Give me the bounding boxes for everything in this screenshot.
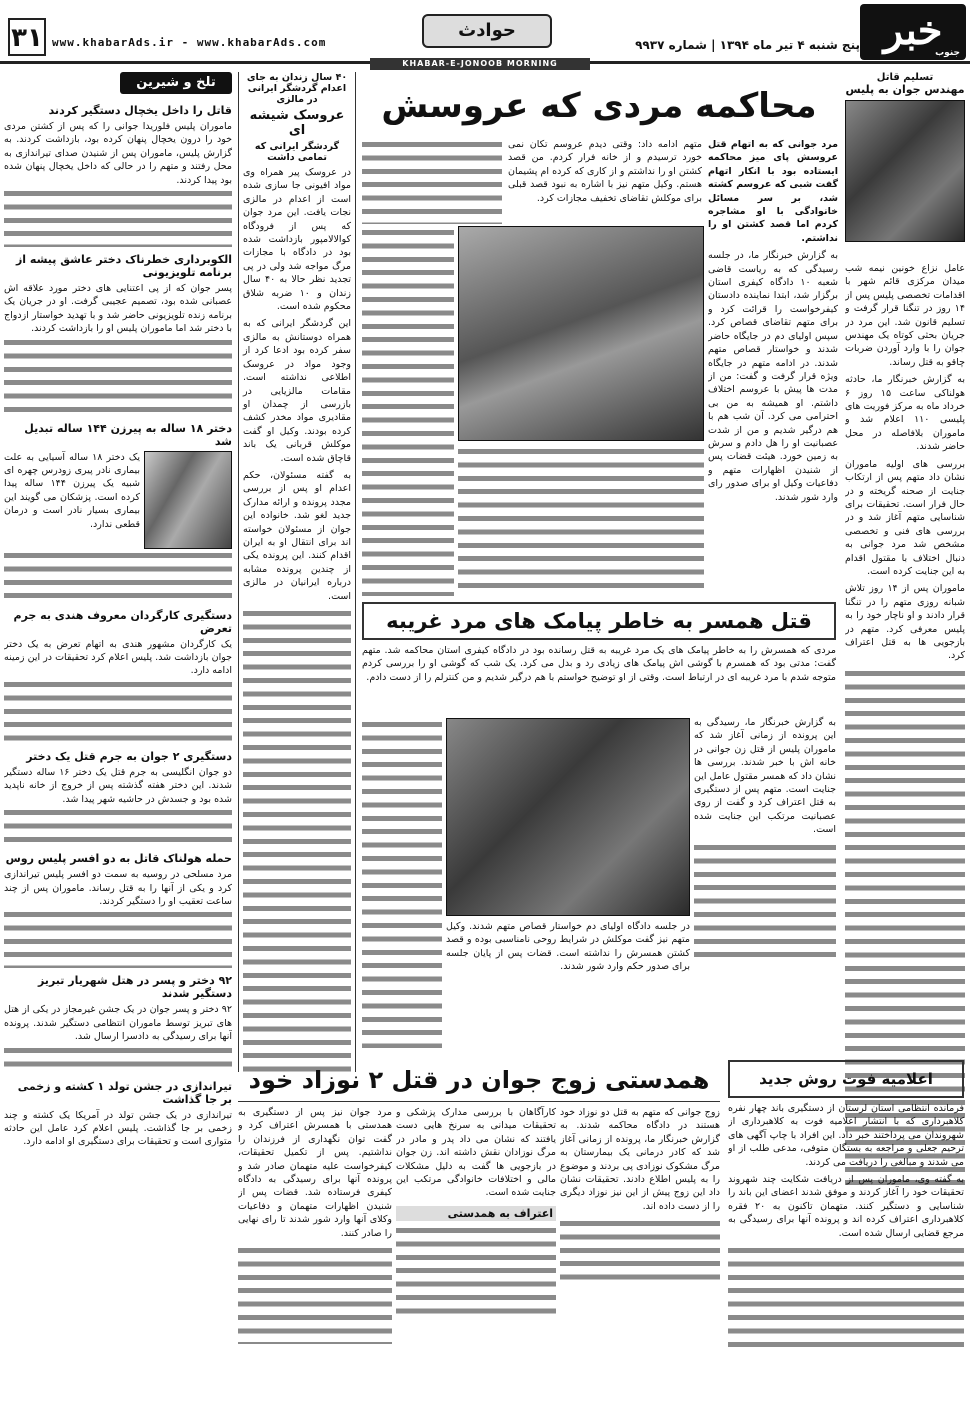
main-col-bottom [458,445,704,595]
right-column-head [845,72,965,262]
couple-fill [560,1217,720,1287]
court-photo [458,226,704,441]
left-item-title: قاتل را داخل یخچال دستگیر کردند [48,104,232,117]
sms-left-fill [362,718,442,1048]
left-item-text: یک کارگردان مشهور هندی به اتهام تعرض به یک دختر جوان بازداشت شد. پلیس اعلام کرد تحقیقات در این زمینه ادامه دارد. [4,638,232,677]
middle-body: در عروسک پیر همراه وی مواد افیونی جا سازی شده است از اعدام در مالزی نجات یافت. این مرد جوان که پس از فرودگاه کوالالامپور بازداشت شده بود در دادگاه با مجازات مرگ مواجه شد ولی در پی تجدید نظر حالا به ۴۰ سال زندان و ۱۰ ضربه شلاق محکوم شده است. [243,167,351,313]
main-col-1 [708,138,838,600]
fraud-fill [728,1244,964,1354]
sms-body-2: به گزارش خبرنگار ما، رسیدگی به این پرونده از زمانی آغاز شد که ماموران پلیس از قتل زن جوانی در خانه اش با خبر شدند. بررسی ها نشان داد که همسر مقتول عامل این جنایت است. متهم پس از دستگیری به قتل اعتراف کرد و گفت از روی عصبانیت مرتکب این جنایت شده است. [694,717,836,836]
sms-col-left [362,718,442,1048]
middle-headline: عروسک شیشه ای [249,108,345,138]
left-item-title: ۹۲ دختر و پسر در هتل شهریار تبریز دستگیر شدند [37,974,232,1001]
english-bar: KHABAR-E-JONOOB MORNING [370,58,590,70]
left-fill [4,187,232,247]
fraud-body: فرمانده انتظامی استان لرستان از دستگیری باند چهار نفره کلاهبرداری که با انتشار اعلامیه فوت به کلاهبرداری از شهروندان می پرداختند خبر داد. این افراد با چاپ آگهی های ترحیم جعلی و مراجعه به بستگان متوفی، مدعی طلب از او می شدند و مبالغی را دریافت می کردند. [728,1103,964,1168]
newspaper-logo: خبر جنوب [860,4,966,60]
left-fill [4,1044,232,1074]
sms-fill [694,841,836,961]
right-para-2: به گزارش خبرنگار ما، حادثه هولناکی ساعت ۱۵ روز ۶ خرداد ماه به مرکز فوریت های پلیسی ۱۱۰ اعلام شد و ماموران بلافاصله در محل حاضر شدند. [845,374,965,453]
left-fill [4,336,232,416]
sms-body: مردی که همسرش را به خاطر پیامک های یک مرد غریبه به قتل رسانده بود در دادگاه کیفری استان محاکمه شد. متهم گفت: مدتی بود که همسرم با گوشی اش پیامک های زیادی رد و بدل می کرد. یک شب که گوشی او را بررسی کردم متوجه شدم با مرد غریبه ای در ارتباط است. وقتی از او توضیح خواستم با هم درگیر شدیم و من کنترلم را از دست دادم. [362,645,836,683]
left-item-text: یک دختر ۱۸ ساله آسیایی به علت بیماری نادر پیری زودرس چهره ای شبیه یک پیرزن ۱۴۴ ساله پیدا کرده است. پزشکان می گویند این بیماری بسیار نادر است و درمان قطعی ندارد. [4,451,140,530]
fraud-text [728,1102,964,1420]
main-headline: محاکمه مردی که عروسش [381,86,817,126]
couple-fill [396,1224,556,1314]
main-body: به گزارش خبرنگار ما، در جلسه رسیدگی که به ریاست قاضی شعبه ۱۰ دادگاه کیفری استان برگزار شد، ابتدا نماینده دادستان کیفرخواست را قرائت کرد و برای متهم تقاضای قصاص کرد. سپس اولیای دم در جایگاه حاضر شدند و خواستار قصاص متهم شدند. در ادامه متهم در جایگاه ویژه قرار گرفت و گفت: من از مدت ها پیش با عروسم اختلاف داشتم. او همیشه به من بی احترامی می کرد. آن شب هم با هم درگیر شدیم و من از شدت عصبانیت او را هل دادم و سرش به زمین خورد. هیئت قضات پس از شنیدن اظهارات متهم و دفاعیات وکیل او برای صدور رای وارد شور شدند. [708,250,838,503]
couple-col-1 [560,1106,720,1420]
sms-col-right [694,716,836,1050]
left-fill [4,806,232,846]
right-para-4: ماموران پس از ۱۴ روز تلاش شبانه روزی متهم را در تنگنا قرار دادند و او ناچار خود را به پلیس معرفی کرد. متهم در بازجویی ها به قتل اعتراف کرد. [845,583,965,662]
main-bottom-fill [458,445,704,595]
left-item-text: تیراندازی در یک جشن تولد در آمریکا یک کشته و چند زخمی بر جا گذاشت. پلیس اعلام کرد عامل این حادثه متواری است و تحقیقات برای دستگیری او ادامه دارد. [4,1109,232,1148]
left-item-title: حمله هولناک قاتل به دو افسر پلیس روس [5,852,232,866]
couple-col-3 [238,1106,392,1420]
main-col-3-fill [362,138,502,224]
fraud-headline-box [728,1060,964,1098]
left-fill [4,549,232,603]
left-item-text: دو جوان انگلیسی به جرم قتل یک دختر ۱۶ ساله دستگیر شدند. این دختر هفته گذشته پس از خروج از خانه ناپدید شده بود و جسدش در حاشیه شهر پیدا شد. [4,766,232,805]
middle-kicker: ۴۰ سال زندان به جای اعدام گردشگر ایرانی در مالزی [246,72,348,105]
middle-body-2: این گردشگر ایرانی که به همراه دوستانش به مالزی سفر کرده بود ادعا کرد از وجود مواد در عروسک اطلاعی نداشته است. مقامات مالزیایی در بازرسی از چمدان او مقادیری مواد مخدر کشف کرده بودند. وکیل او گفت موکلش قربانی یک باند قاچاق شده است. [243,318,351,464]
main-col-3b-fill [362,226,454,596]
main-col-3b [362,226,454,596]
section-tab: حوادث [422,14,552,48]
left-fill [4,908,232,968]
right-title-2: مهندس جوان به پلیس [845,83,965,96]
left-item-title: دستگیری ۲ جوان به جرم قتل یک دختر [26,749,232,763]
main-col-3 [362,138,502,224]
left-item-text: پسر جوان که از پی اعتنایی های دختر مورد علاقه اش عصبانی شده بود، تصمیم عجیبی گرفت. او در جریان یک برنامه زنده تلویزیونی حاضر شد و با تهدید خواستار ازدواج با دختر شد اما ماموران پلیس او را بازداشت کردند. [4,283,232,335]
main-col-2 [508,138,702,224]
right-title-1: تسلیم قاتل [876,72,934,83]
issue-line: پنج شنبه ۴ تیر ماه ۱۳۹۴ | شماره ۹۹۳۷ [635,38,860,52]
left-item-text: ماموران پلیس فلوریدا جوانی را که پس از کشتن مردی خود را درون یخچال پنهان کرده بود، بازداشت کردند. به گزارش پلیس، ماموران پس از شنیدن صدای تیراندازی به محل رفتند و متهم را در حالی که داخل یخچال پنهان شده بود پیدا کردند. [4,121,232,186]
middle-body-3: به گفته مسئولان، حکم اعدام او پس از بررسی مجدد پرونده و ارائه مدارک جدید لغو شد. خانواده این جوان از مسئولان خواسته اند برای انتقال او به ایران اقدام کنند. این پرونده یکی از چندین پرونده مشابه درباره ایرانیان در مالزی است. [243,469,351,602]
suspect-photo [845,100,965,242]
left-item-text: مرد مسلحی در روسیه به سمت دو افسر پلیس تیراندازی کرد و یکی از آنها را به قتل رساند. ماموران پس از چند ساعت تعقیب او را دستگیر کردند. [4,869,232,907]
couple-body-3: مرد جوان نیز پس از دستگیری به همدستی با همسرش اعتراف کرد و گفت توان نگهداری از فرزندان را نداشتیم. پس از تکمیل تحقیقات، کیفرخواست علیه متهمان صادر شد و پرونده آنها برای رسیدگی به دادگاه کیفری فرستاده شد. قضات پس از شنیدن اظهارات متهمان و دفاعیات وکلای آنها وارد شور شدند تا رای نهایی را صادر کنند. [238,1107,392,1239]
left-item-text: ۹۲ دختر و پسر جوان در یک جشن غیرمجاز در یکی از هتل های تبریز توسط ماموران انتظامی دستگیر شدند. پرونده آنها برای رسیدگی به دادسرا ارسال شد. [4,1004,232,1043]
left-item-title: الکوبرداری خطرناک دختر عاشق پیشه از برنامه تلویزیونی [15,253,232,280]
left-column [4,98,232,1418]
fraud-headline: اعلامیه فوت روش جدید [759,1070,933,1088]
sms-photo [446,718,690,916]
page-number: ۳۱ [8,18,46,56]
couple-body-2: کارآگاهان با بررسی مدارک پزشکی و تحقیقات میدانی به سرنخ هایی دست یافتند که نشان می داد پدر و مادر در مرگ نوزادان نقش داشته اند. زن جوان در بازجویی ها گفت به دلیل مشکلات مالی و اختلافات خانوادگی مرتکب این جنایت شده است. [396,1107,556,1199]
left-fill [4,678,232,744]
sms-headline-box [362,602,836,640]
main-body-2: متهم ادامه داد: وقتی دیدم عروسم تکان نمی خورد ترسیدم و از خانه فرار کردم. من قصد کشتن او را نداشتم و از کاری که کرده ام پشیمان هستم. وکیل متهم نیز با اشاره به نبود قصد قبلی برای موکلش تقاضای تخفیف مجازات کرد. [508,139,702,204]
couple-body: زوج جوانی که متهم به قتل دو نوزاد خود هستند در دادگاه محاکمه شدند. به گزارش خبرنگار ما، پرونده از زمانی آغاز شد که کادر درمانی یک بیمارستان به مرگ مشکوک نوزادی پی بردند و موضوع را به پلیس اطلاع دادند. تحقیقات نشان داد این زوج پیش از این نیز نوزاد دیگری را از دست داده اند. [560,1107,720,1212]
couple-subhead: اعتراف به همدستی [396,1206,556,1221]
middle-fill [243,607,351,1072]
middle-column [238,72,356,1072]
left-banner: تلخ و شیرین [120,72,232,94]
couple-fill [238,1244,392,1344]
middle-subhead: گردشگر ایرانی که تمامی داشت [254,141,340,163]
sms-body-3: در جلسه دادگاه اولیای دم خواستار قصاص متهم شدند. وکیل متهم نیز گفت موکلش در شرایط روحی نامناسبی بوده و قصد کشتن همسرش را نداشته است. قضات پس از پایان جلسه برای صدور حکم وارد شور شدند. [446,921,690,973]
sms-headline: قتل همسر به خاطر پیامک های مرد غریبه [386,609,812,633]
left-item-title: تیراندازی در جشن تولد ۱ کشته و زخمی بر جا گذاشت [17,1079,232,1106]
couple-headline: همدستی زوج جوان در قتل ۲ نوزاد خود [238,1058,720,1102]
site-url[interactable]: www.khabarAds.ir - www.khabarAds.com [52,36,327,49]
sms-col-bottom [446,920,690,1048]
left-item-title: دختر ۱۸ ساله به پیرزن ۱۴۴ ساله تبدیل شد [24,421,232,448]
couple-col-2 [396,1106,556,1420]
fraud-body-2: به گفته وی، ماموران پس از دریافت شکایت چند شهروند تحقیقات خود را آغاز کردند و موفق شدند اعضای این باند را شناسایی و دستگیر کنند. متهمان تاکنون به ۲۰ فقره کلاهبرداری اعتراف کرده اند و پرونده آنها برای رسیدگی به مرجع قضایی ارسال شده است. [728,1174,964,1239]
right-para-1: عامل نزاع خونین نیمه شب میدان مرکزی قائم شهر با اقدامات تخصصی پلیس پس از ۱۴ روز در تنگنا قرار گرفت و تسلیم قانون شد. این مرد در جریان بحثی کوتاه یک مهندس جوان را با وارد آوردن ضربات چاقو به قتل رساند. [845,263,965,368]
right-para-3: بررسی های اولیه ماموران نشان داد متهم پس از ارتکاب جنایت از صحنه گریخته و در حال فرار است. تحقیقات برای شناسایی متهم آغاز شد و در بررسی های فنی و تخصصی مشخص شد مرد جوانی به دنبال اختلاف با مقتول اقدام به این جنایت کرده است. [845,458,965,577]
sms-top-text [362,644,836,714]
main-lead: مرد جوانی که به اتهام قتل عروسش پای میز محاکمه ایستاده بود با انکار اتهام گفت شبی که عروسم کشته شد، بر سر مسائل خانوادگی با او مشاجره کردم اما قصد کشتن او را نداشتم. [708,139,838,244]
girl-photo [144,451,232,549]
left-item-title: دستگیری کارگردان معروف هندی به جرم تعرض [13,608,232,635]
